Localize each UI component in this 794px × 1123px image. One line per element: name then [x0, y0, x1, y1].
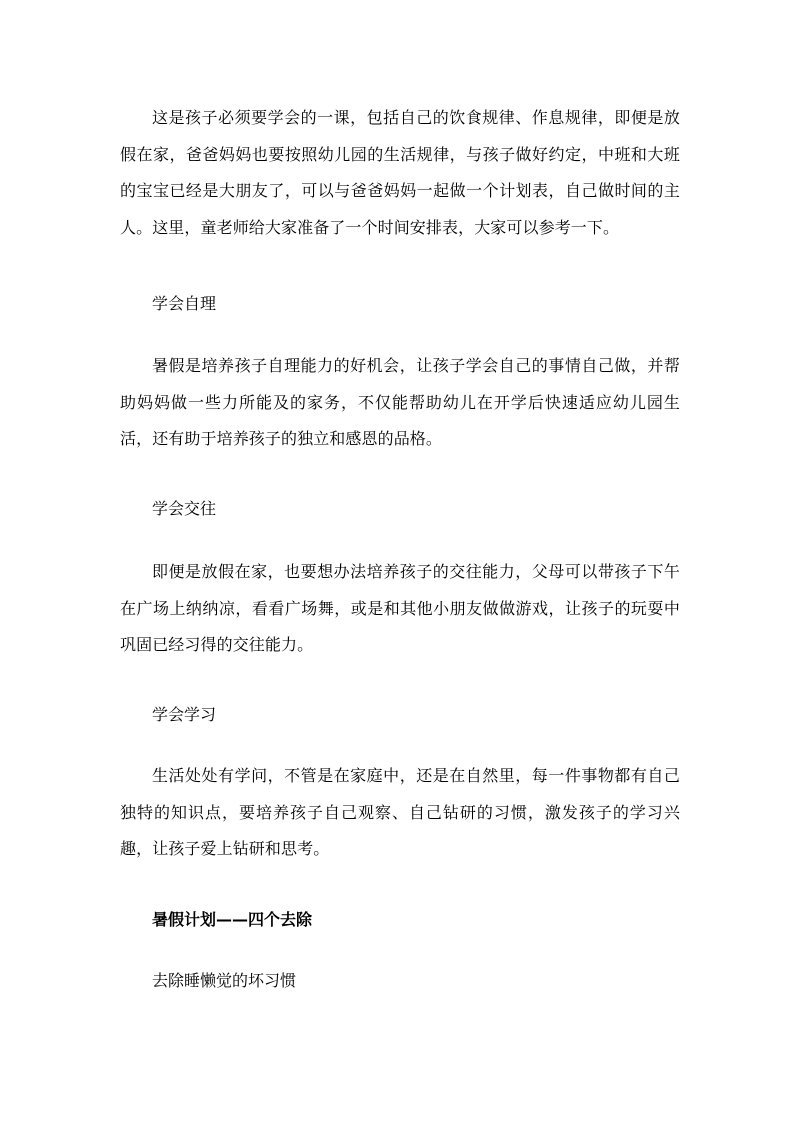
paragraph-learning: 生活处处有学问，不管是在家庭中，还是在自然里，每一件事物都有自己独特的知识点，要培养孩子自己观察、自己钻研的习惯，激发孩子的学习兴趣，让孩子爱上钻研和思考。 — [120, 766, 680, 858]
heading-summer-plan: 暑假计划——四个去除 — [152, 910, 313, 929]
paragraph-daily-routine: 这是孩子必须要学会的一课，包括自己的饮食规律、作息规律，即便是放假在家，爸爸妈妈也要按照幼儿园的生活规律，与孩子做好约定，中班和大班的宝宝已经是大朋友了，可以与爸爸妈妈一起做一个计划表，自己做时间的主人。这里，童老师给大家准备了一个时间安排表，大家可以参考一下。 — [120, 108, 680, 237]
paragraph-self-care: 暑假是培养孩子自理能力的好机会，让孩子学会自己的事情自己做，并帮助妈妈做一些力所能及的家务，不仅能帮助幼儿在开学后快速适应幼儿园生活，还有助于培养孩子的独立和感恩的品格。 — [120, 356, 680, 448]
heading-remove-sleeping-late: 去除睡懒觉的坏习惯 — [152, 971, 297, 990]
heading-self-care: 学会自理 — [152, 294, 217, 313]
paragraph-social: 即便是放假在家，也要想办法培养孩子的交往能力，父母可以带孩子下午在广场上纳纳凉，看看广场舞，或是和其他小朋友做做游戏，让孩子的玩耍中巩固已经习得的交往能力。 — [120, 562, 680, 654]
heading-learning: 学会学习 — [152, 705, 217, 724]
heading-social: 学会交往 — [152, 499, 217, 518]
